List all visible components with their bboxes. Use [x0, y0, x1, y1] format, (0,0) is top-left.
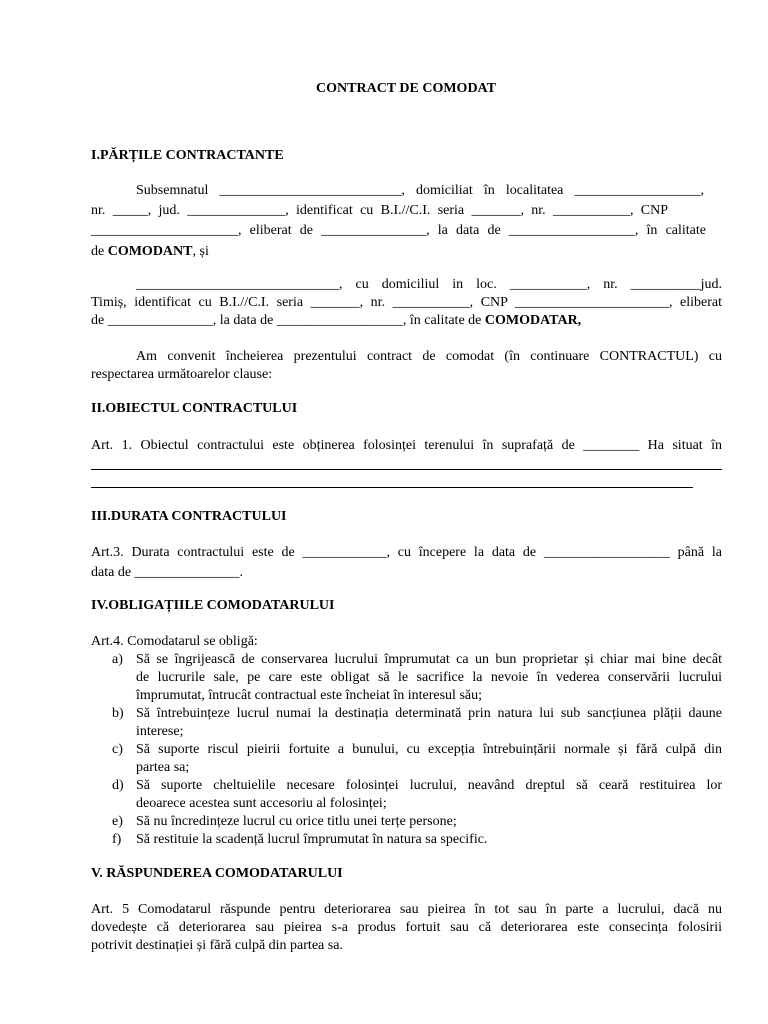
list-item-line: de lucrurile sale, pe care este obligat să le sacrifice la nevoie în vederea conservării lucrului — [136, 670, 722, 685]
paragraph-line: respectarea următoarelor clause: — [91, 367, 273, 382]
list-item-line: Să se îngrijească de conservarea lucrului împrumutat ca un bun proprietar și chiar mai bine decât — [136, 652, 722, 667]
list-item-line: Să suporte riscul pieirii fortuite a bunului, cu excepția întrebuințării normale și fără culpă din — [136, 742, 722, 757]
article-5: dovedește că deteriorarea sau pieirea s-a produs fortuit sau că deteriorarea este consecința folosirii — [91, 920, 722, 935]
paragraph-line: Am convenit încheierea prezentului contract de comodat (în continuare CONTRACTUL) cu — [136, 349, 722, 364]
list-item-line: interese; — [136, 724, 184, 739]
document-title: CONTRACT DE COMODAT — [316, 81, 496, 96]
article-5: potrivit destinației și fără culpă din partea sa. — [91, 938, 343, 953]
paragraph-line: nr. _____, jud. ______________, identificat cu B.I.//C.I. seria _______, nr. ___________, CNP — [91, 203, 668, 218]
article-1: Art. 1. Obiectul contractului este obținerea folosinței terenului în suprafață de ________ Ha situat în — [91, 438, 722, 453]
section-heading-obligations: IV.OBLIGAȚIILE COMODATARULUI — [91, 598, 335, 613]
list-item-line: Să suporte cheltuielile necesare folosinței lucrului, neavând dreptul să ceară restituirea lor — [136, 778, 722, 793]
list-item-line: Să nu încredințeze lucrul cu orice titlu unei terțe persone; — [136, 814, 457, 829]
paragraph-line: Subsemnatul __________________________, domiciliat în localitatea __________________, — [136, 183, 704, 198]
list-item-line: Să întrebuințeze lucrul numai la destinația determinată prin natura lui sub sancțiunea plății daune — [136, 706, 722, 721]
list-marker: f) — [112, 832, 122, 847]
list-item-line: împrumutat, întrucât contractual este încheiat în interesul său; — [136, 688, 482, 703]
paragraph-line: Timiș, identificat cu B.I.//C.I. seria _______, nr. ___________, CNP ______________________, eliberat — [91, 295, 722, 310]
role-comodant: COMODANT — [107, 244, 193, 259]
paragraph-line: de _______________, la data de __________________, în calitate de COMODATAR, — [91, 313, 582, 328]
list-marker: d) — [112, 778, 124, 793]
role-comodatar: COMODATAR, — [484, 313, 582, 328]
list-item-line: Să restituie la scadență lucrul împrumutat în natura sa specific. — [136, 832, 488, 847]
list-marker: e) — [112, 814, 123, 829]
article-4-intro: Art.4. Comodatarul se obligă: — [91, 634, 258, 649]
section-heading-liability: V. RĂSPUNDEREA COMODATARULUI — [91, 866, 343, 881]
article-3: data de _______________. — [91, 565, 244, 580]
section-heading-duration: III.DURATA CONTRACTULUI — [91, 509, 287, 524]
list-item-line: partea sa; — [136, 760, 190, 775]
list-item-line: deoarece acestea sunt accesoriu al folosinței; — [136, 796, 387, 811]
list-marker: a) — [112, 652, 123, 667]
blank-line — [91, 469, 722, 470]
paragraph-line: _____________________________, cu domiciliul in loc. ___________, nr. __________jud. — [136, 277, 722, 292]
article-3: Art.3. Durata contractului este de ____________, cu începere la data de __________________ până la — [91, 545, 722, 560]
article-5: Art. 5 Comodatarul răspunde pentru deteriorarea sau pieirea în tot sau în parte a lucrului, dacă nu — [91, 902, 722, 917]
list-marker: c) — [112, 742, 123, 757]
section-heading-parties: I.PĂRȚILE CONTRACTANTE — [91, 148, 284, 163]
list-marker: b) — [112, 706, 124, 721]
paragraph-line: de COMODANT, și — [91, 244, 209, 259]
blank-line — [91, 487, 693, 488]
section-heading-object: II.OBIECTUL CONTRACTULUI — [91, 401, 298, 416]
paragraph-line: _____________________, eliberat de _______________, la data de __________________, în calitate — [91, 223, 706, 238]
